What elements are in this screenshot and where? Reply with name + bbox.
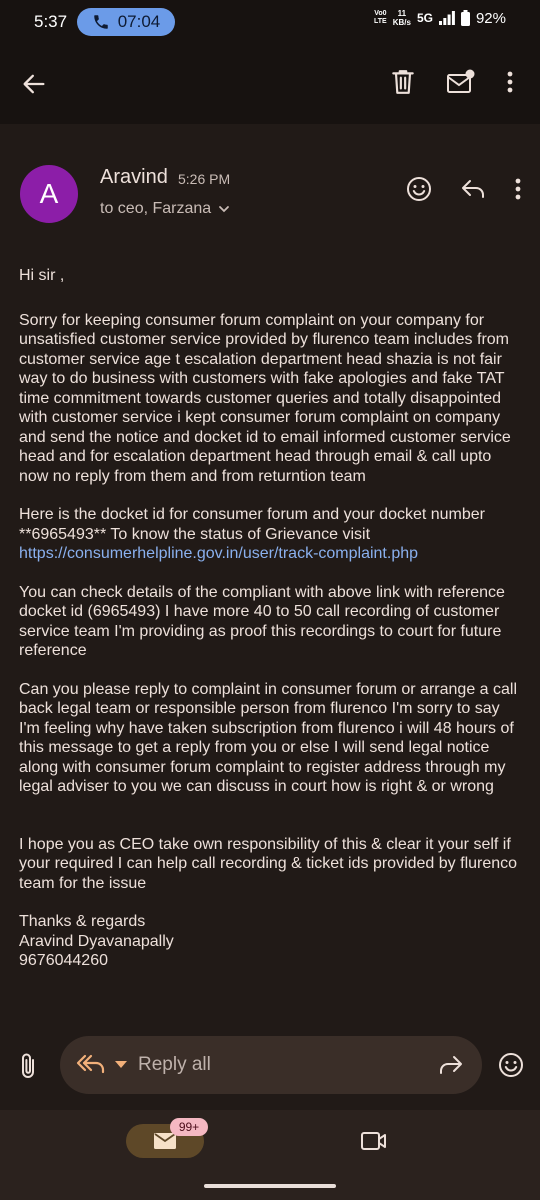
unread-badge: 99+: [170, 1118, 208, 1136]
signal-icon: [439, 11, 455, 25]
sender-name: Aravind: [100, 166, 168, 188]
body-paragraph: Can you please reply to complaint in consumer forum or arrange a call back legal team or responsible person from flurenco I'm sorry to say I'm feeling why have taken subscription from flurenco i will 48 hours of this message to get a reply from you or else I will send legal notice along with consumer forum complaint to register address through my legal adviser to you we can discuss in court how is right & or wrong: [19, 680, 518, 795]
caret-down-icon[interactable]: [114, 1060, 128, 1070]
docket-paragraph: [19, 505, 524, 564]
delete-icon[interactable]: [390, 68, 416, 96]
recipients-toggle[interactable]: [100, 200, 231, 218]
ongoing-call-chip[interactable]: [77, 8, 175, 36]
attachment-icon[interactable]: [18, 1052, 38, 1080]
back-arrow-icon[interactable]: [20, 70, 48, 98]
avatar-letter: A: [39, 178, 59, 209]
message-body: [19, 266, 524, 971]
message-header: [0, 160, 540, 230]
video-camera-icon[interactable]: [360, 1130, 388, 1152]
complaint-link[interactable]: https://consumerhelpline.gov.in/user/track-complaint.php: [19, 545, 419, 562]
docket-text: Here is the docket id for consumer forum and your docket number **6965493** To know the status of Grievance visit: [19, 506, 485, 543]
signature-phone: 9676044260: [19, 952, 108, 969]
signature-name: Aravind Dyavanapally: [19, 932, 174, 950]
message-time: 5:26 PM: [178, 171, 231, 187]
gesture-handle[interactable]: [204, 1184, 336, 1188]
recipients-text: to ceo, Farzana: [100, 200, 212, 217]
bottom-navigation: [0, 1110, 540, 1200]
body-paragraph: I hope you as CEO take own responsibility of this & clear it your self if your required I can help call recording & ticket ids provided by flurenco team for the issue: [19, 835, 518, 892]
battery-percent: 92%: [475, 9, 506, 27]
status-icons: [374, 9, 506, 27]
reply-all-field[interactable]: [60, 1036, 482, 1094]
reply-placeholder: Reply all: [138, 1054, 211, 1075]
mark-unread-icon[interactable]: [446, 69, 476, 95]
chevron-down-icon: [217, 202, 231, 216]
app-bar: [0, 44, 540, 124]
message-actions: [406, 176, 522, 202]
reply-icon[interactable]: [460, 178, 486, 200]
status-time: 5:37: [34, 12, 68, 31]
forward-icon[interactable]: [438, 1054, 464, 1076]
body-paragraph: Sorry for keeping consumer forum complaint on your company for unsatisfied customer service provided by flurenco team includes from customer service age t escalation department head shazia is not fair way to do business with customers with fake apologies and fake TAT time commitment towards customer queries and totally disappointed with customer service i kept consumer forum complaint on company and send the notice and docket id to email informed customer service head and for escalation department head through email & call upto now no reply from them and from returntion team: [19, 311, 511, 485]
network-speed: 11 KB/s: [392, 9, 411, 27]
battery-icon: [461, 10, 470, 26]
status-bar: [0, 0, 540, 44]
add-reaction-icon[interactable]: [406, 176, 432, 202]
more-vert-icon[interactable]: [506, 70, 514, 94]
reply-all-icon[interactable]: [76, 1052, 106, 1076]
greeting: Hi sir ,: [19, 267, 65, 284]
signature: [19, 912, 524, 971]
call-timer: 07:04: [117, 12, 161, 31]
reply-bar: [0, 1026, 540, 1110]
signoff: Thanks & regards: [19, 913, 146, 930]
phone-icon: [92, 13, 110, 31]
avatar[interactable]: [20, 165, 78, 223]
message-more-icon[interactable]: [514, 177, 522, 201]
body-paragraph: You can check details of the compliant with above link with reference docket id (6965493) I have more 40 to 50 call recording of customer service team I'm providing as proof this recordings to court for future reference: [19, 583, 505, 659]
emoji-icon[interactable]: [498, 1052, 524, 1078]
volte-indicator: Vo0 LTE: [374, 10, 387, 25]
network-type: 5G: [416, 11, 433, 25]
app-bar-actions: [390, 68, 514, 96]
